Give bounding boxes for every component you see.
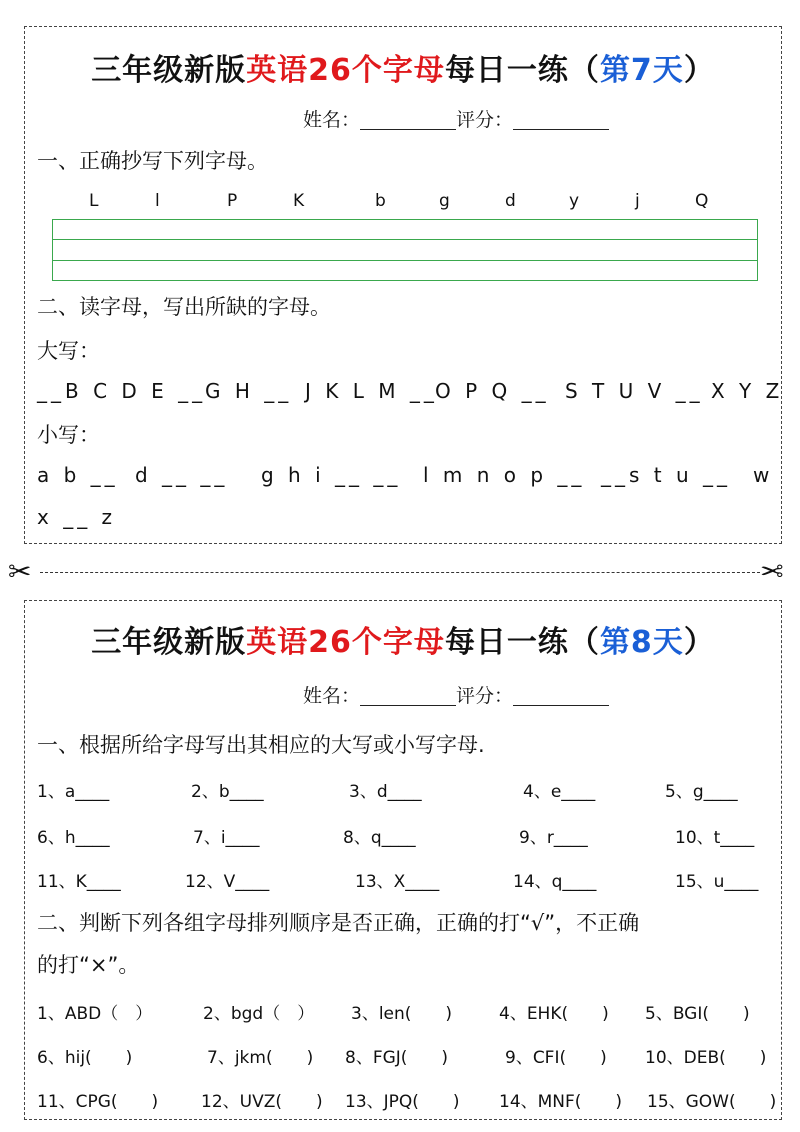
order-item[interactable]: 5、BGI( ) bbox=[645, 1004, 750, 1024]
case-item[interactable]: 6、h____ bbox=[37, 828, 110, 848]
case-item[interactable]: 8、q____ bbox=[343, 828, 416, 848]
case-item[interactable]: 10、t____ bbox=[675, 828, 755, 848]
order-item[interactable]: 14、MNF( ) bbox=[499, 1092, 623, 1112]
letter: y bbox=[569, 191, 580, 211]
letter: g bbox=[439, 191, 450, 211]
upper-seq: S T U V __ bbox=[565, 379, 704, 403]
score-blank[interactable] bbox=[513, 111, 609, 130]
uppercase-label: 大写： bbox=[37, 339, 100, 363]
score-blank[interactable] bbox=[513, 687, 609, 706]
letter: K bbox=[293, 191, 305, 211]
letter: j bbox=[635, 191, 640, 211]
name-blank[interactable] bbox=[360, 687, 456, 706]
lower-seq: a b __ bbox=[37, 463, 119, 487]
section-copy-title: 一、正确抄写下列字母。 bbox=[37, 149, 268, 173]
case-item[interactable]: 5、g____ bbox=[665, 782, 738, 802]
upper-seq: O P Q __ bbox=[435, 379, 550, 403]
case-item[interactable]: 2、b____ bbox=[191, 782, 264, 802]
title-day8: 三年级新版英语26个字母每日一练（第8天） bbox=[91, 625, 715, 660]
name-score-line: 姓名： 评分： bbox=[303, 681, 609, 708]
order-item[interactable]: 11、CPG( ) bbox=[37, 1092, 159, 1112]
order-item[interactable]: 7、jkm( ) bbox=[207, 1048, 314, 1068]
case-item[interactable]: 15、u____ bbox=[675, 872, 759, 892]
order-item[interactable]: 6、hij( ) bbox=[37, 1048, 133, 1068]
scissors-icon: ✂ bbox=[760, 555, 784, 588]
lower-seq: d __ __ bbox=[135, 463, 229, 487]
name-blank[interactable] bbox=[360, 111, 456, 130]
title-day7: 三年级新版英语26个字母每日一练（第7天） bbox=[91, 53, 715, 88]
order-item[interactable]: 9、CFI( ) bbox=[505, 1048, 607, 1068]
writing-guide-lines[interactable] bbox=[52, 219, 758, 281]
letter: b bbox=[375, 191, 386, 211]
upper-seq: __B C D E __ bbox=[37, 379, 207, 403]
section-case-title: 一、根据所给字母写出其相应的大写或小写字母. bbox=[37, 733, 485, 757]
order-item[interactable]: 3、len( ) bbox=[351, 1004, 453, 1024]
lower-seq: l m n o p __ bbox=[423, 463, 586, 487]
case-item[interactable]: 9、r____ bbox=[519, 828, 588, 848]
lowercase-label: 小写： bbox=[37, 423, 100, 447]
lower-seq: x __ z bbox=[37, 505, 117, 529]
cut-line bbox=[40, 572, 760, 573]
order-item[interactable]: 2、bgd（ ） bbox=[203, 1004, 315, 1024]
worksheet-day8 bbox=[24, 600, 782, 1120]
case-item[interactable]: 11、K____ bbox=[37, 872, 121, 892]
lower-seq: g h i __ __ bbox=[261, 463, 402, 487]
case-item[interactable]: 13、X____ bbox=[355, 872, 440, 892]
order-item[interactable]: 15、GOW( ) bbox=[647, 1092, 777, 1112]
worksheet-day7 bbox=[24, 26, 782, 544]
letter: L bbox=[89, 191, 99, 211]
case-item[interactable]: 7、i____ bbox=[193, 828, 260, 848]
name-score-line: 姓名： 评分： bbox=[303, 105, 609, 132]
lower-seq: w bbox=[753, 463, 774, 487]
case-item[interactable]: 12、V____ bbox=[185, 872, 270, 892]
order-item[interactable]: 1、ABD（ ） bbox=[37, 1004, 153, 1024]
lower-seq: __s t u __ bbox=[601, 463, 732, 487]
scissors-icon: ✂ bbox=[8, 555, 32, 588]
order-item[interactable]: 13、JPQ( ) bbox=[345, 1092, 460, 1112]
order-item[interactable]: 8、FGJ( ) bbox=[345, 1048, 449, 1068]
section-order-title-2: 的打“×”。 bbox=[37, 953, 140, 977]
upper-seq: X Y Z bbox=[711, 379, 784, 403]
case-item[interactable]: 4、e____ bbox=[523, 782, 596, 802]
section-missing-title: 二、读字母，写出所缺的字母。 bbox=[37, 295, 331, 319]
upper-seq: G H __ bbox=[205, 379, 293, 403]
order-item[interactable]: 10、DEB( ) bbox=[645, 1048, 767, 1068]
order-item[interactable]: 12、UVZ( ) bbox=[201, 1092, 323, 1112]
case-item[interactable]: 3、d____ bbox=[349, 782, 422, 802]
letter: l bbox=[155, 191, 160, 211]
case-item[interactable]: 1、a____ bbox=[37, 782, 110, 802]
upper-seq: J K L M __ bbox=[305, 379, 438, 403]
letter: d bbox=[505, 191, 516, 211]
case-item[interactable]: 14、q____ bbox=[513, 872, 597, 892]
section-order-title-1: 二、判断下列各组字母排列顺序是否正确，正确的打“√”，不正确 bbox=[37, 911, 640, 935]
letter: P bbox=[227, 191, 238, 211]
letter: Q bbox=[695, 191, 709, 211]
order-item[interactable]: 4、EHK( ) bbox=[499, 1004, 609, 1024]
